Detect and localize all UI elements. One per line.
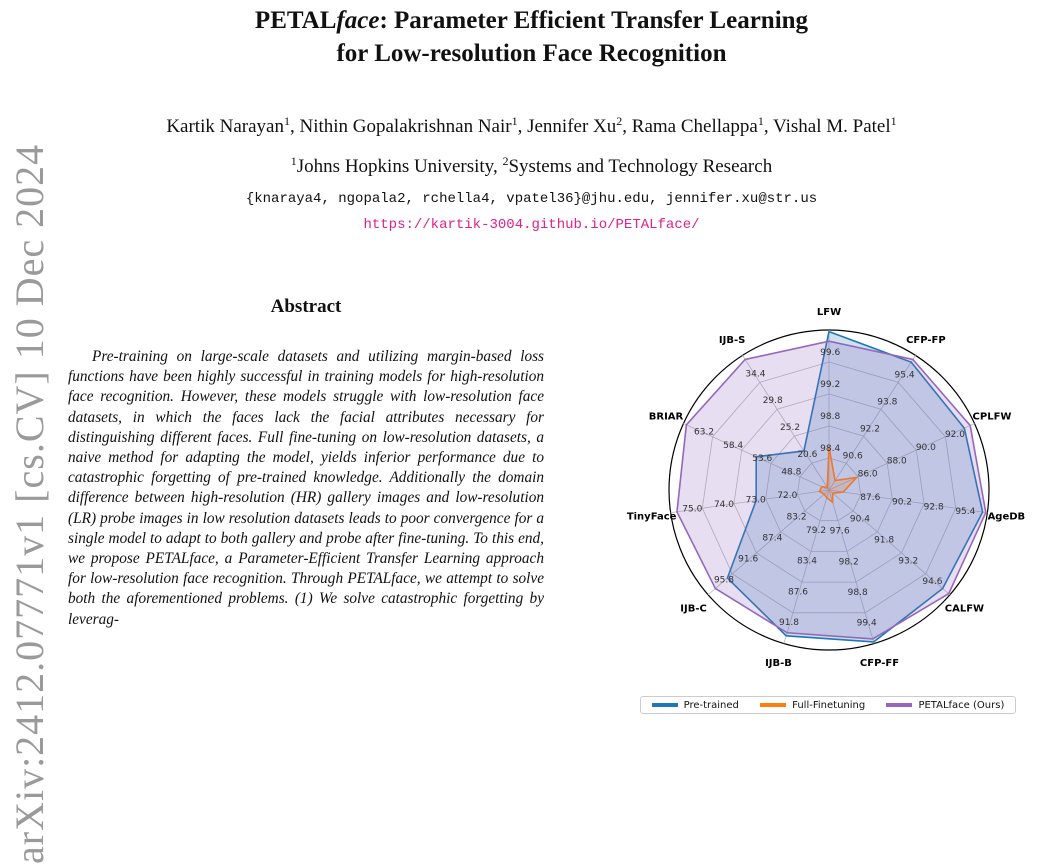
radar-tick-label: 98.2 [838, 557, 859, 568]
paper-title [0, 4, 1063, 70]
radar-tick-label: 99.4 [856, 618, 877, 629]
radar-tick-label: 94.6 [922, 577, 943, 588]
radar-axis-label: IJB-S [718, 335, 746, 347]
radar-tick-label: 75.0 [682, 504, 703, 515]
legend-item [652, 700, 739, 711]
radar-tick-label: 90.6 [842, 451, 863, 462]
radar-tick-label: 90.4 [849, 514, 870, 525]
radar-tick-label: 98.8 [847, 587, 868, 598]
abstract-heading: Abstract [270, 296, 342, 317]
chart-legend [640, 696, 1016, 714]
radar-axis-label: LFW [816, 306, 842, 318]
author: Kartik Narayan$^1$ [166, 114, 290, 137]
title-part1: PETAL [254, 7, 337, 34]
radar-tick-label: 73.0 [745, 495, 766, 506]
legend-label: Full-Finetuning [792, 699, 866, 711]
legend-label: Pre-trained [683, 699, 739, 711]
affiliations: $^1$Johns Hopkins University, $^2$Systems and Technology Research [290, 154, 773, 177]
radar-tick-label: 99.2 [820, 380, 841, 391]
radar-chart [583, 290, 1061, 720]
legend-swatch [652, 703, 678, 707]
radar-tick-label: 29.8 [762, 396, 783, 407]
radar-tick-label: 63.2 [694, 427, 715, 438]
radar-tick-label: 53.6 [752, 454, 773, 465]
radar-axis-label: CFP-FF [859, 657, 900, 669]
radar-tick-label: 98.4 [820, 444, 841, 455]
radar-tick-label: 83.4 [797, 556, 818, 567]
legend-label: PETALface (Ours) [918, 699, 1005, 711]
radar-tick-label: 92.2 [859, 424, 880, 435]
radar-tick-label: 87.6 [860, 493, 881, 504]
radar-tick-label: 95.8 [713, 575, 735, 586]
radar-tick-label: 97.6 [829, 526, 850, 537]
radar-tick-label: 34.4 [745, 369, 766, 380]
abstract-body: Pre-training on large-scale datasets and utilizing margin-based loss functions have been highly successful in training models for high-resolution face recognition. However, these models struggle with low-resolution face datasets, in which the faces lack the facial attributes necessary for distinguishing different faces. Full fine-tuning on low-resolution datasets, a naive method for adapting the model, yields inferior performance due to catastrophic forgetting of pre-trained knowledge. Additionally the domain difference between high-resolution (HR) gallery images and low-resolution (LR) probe images in low resolution datasets leads to poor convergence for a single model to adapt to both gallery and probe after fine-tuning. To this end, we propose PETALface, a Parameter-Efficient Transfer Learning approach for low-resolution face recognition. Through PETALface, we attempt to solve both the aforementioned problems. (1) We solve catastrophic forgetting by leverag- [68, 348, 544, 628]
radar-axis-label: CFP-FP [906, 335, 946, 347]
radar-tick-label: 87.4 [762, 533, 783, 544]
radar-axis-label: CALFW [944, 603, 985, 615]
radar-tick-label: 90.2 [891, 497, 913, 508]
radar-tick-label: 95.4 [894, 370, 915, 381]
arxiv-identifier: arXiv:2412.07771v1 [cs.CV] 10 Dec 2024 [7, 143, 52, 864]
author: Rama Chellappa$^1$ [631, 114, 764, 137]
radar-tick-label: 92.0 [944, 429, 965, 440]
radar-axis-label: CPLFW [972, 411, 1012, 423]
radar-axis-label: BRIAR [648, 411, 684, 423]
radar-axis-label: TinyFace [626, 511, 677, 523]
title-line2: for Low-resolution Face Recognition [336, 40, 727, 67]
title-italic: face [336, 7, 380, 34]
radar-chart-svg [583, 290, 1061, 690]
author-emails: {knaraya4, ngopala2, rchella4, vpatel36}@jhu.edu, jennifer.xu@str.us [245, 191, 818, 207]
radar-tick-label: 83.2 [786, 512, 807, 523]
radar-tick-label: 99.6 [820, 348, 841, 359]
radar-tick-label: 91.8 [778, 618, 800, 629]
radar-tick-label: 95.4 [955, 506, 976, 517]
radar-axis-label: IJB-B [765, 657, 792, 669]
radar-tick-label: 48.8 [781, 467, 802, 478]
radar-tick-label: 74.0 [713, 499, 735, 510]
author-list: Kartik Narayan$^1$, Nithin Gopalakrishnan Nair$^1$, Jennifer Xu$^2$, Rama Chellappa$^1$, Vishal M. Patel$^1$ [166, 114, 897, 137]
radar-tick-label: 91.6 [738, 554, 759, 565]
project-link[interactable]: https://kartik-3004.github.io/PETALface/ [363, 217, 700, 233]
legend-item [760, 700, 865, 711]
legend-swatch [760, 703, 786, 707]
radar-tick-label: 93.8 [877, 397, 898, 408]
radar-tick-label: 87.6 [787, 587, 809, 598]
radar-tick-label: 25.2 [780, 423, 801, 434]
radar-tick-label: 72.0 [777, 490, 798, 501]
author: Vishal M. Patel$^1$ [773, 114, 897, 137]
radar-tick-label: 58.4 [723, 440, 744, 451]
legend-swatch [886, 703, 912, 707]
radar-tick-label: 79.2 [806, 525, 827, 536]
radar-tick-label: 88.0 [886, 456, 907, 467]
radar-tick-label: 86.0 [857, 469, 878, 480]
radar-tick-label: 20.6 [797, 450, 818, 461]
title-rest: : Parameter Efficient Transfer Learning [379, 7, 809, 34]
legend-item [886, 700, 1004, 711]
radar-tick-label: 93.2 [898, 556, 919, 567]
radar-axis-label: AgeDB [987, 511, 1026, 523]
author: Nithin Gopalakrishnan Nair$^1$ [299, 114, 518, 137]
radar-tick-label: 90.0 [915, 443, 936, 454]
author: Jennifer Xu$^2$ [527, 114, 623, 137]
radar-tick-label: 92.8 [923, 502, 944, 513]
radar-tick-label: 98.8 [820, 412, 841, 423]
radar-tick-label: 91.8 [874, 535, 895, 546]
radar-axis-label: IJB-C [680, 603, 707, 615]
